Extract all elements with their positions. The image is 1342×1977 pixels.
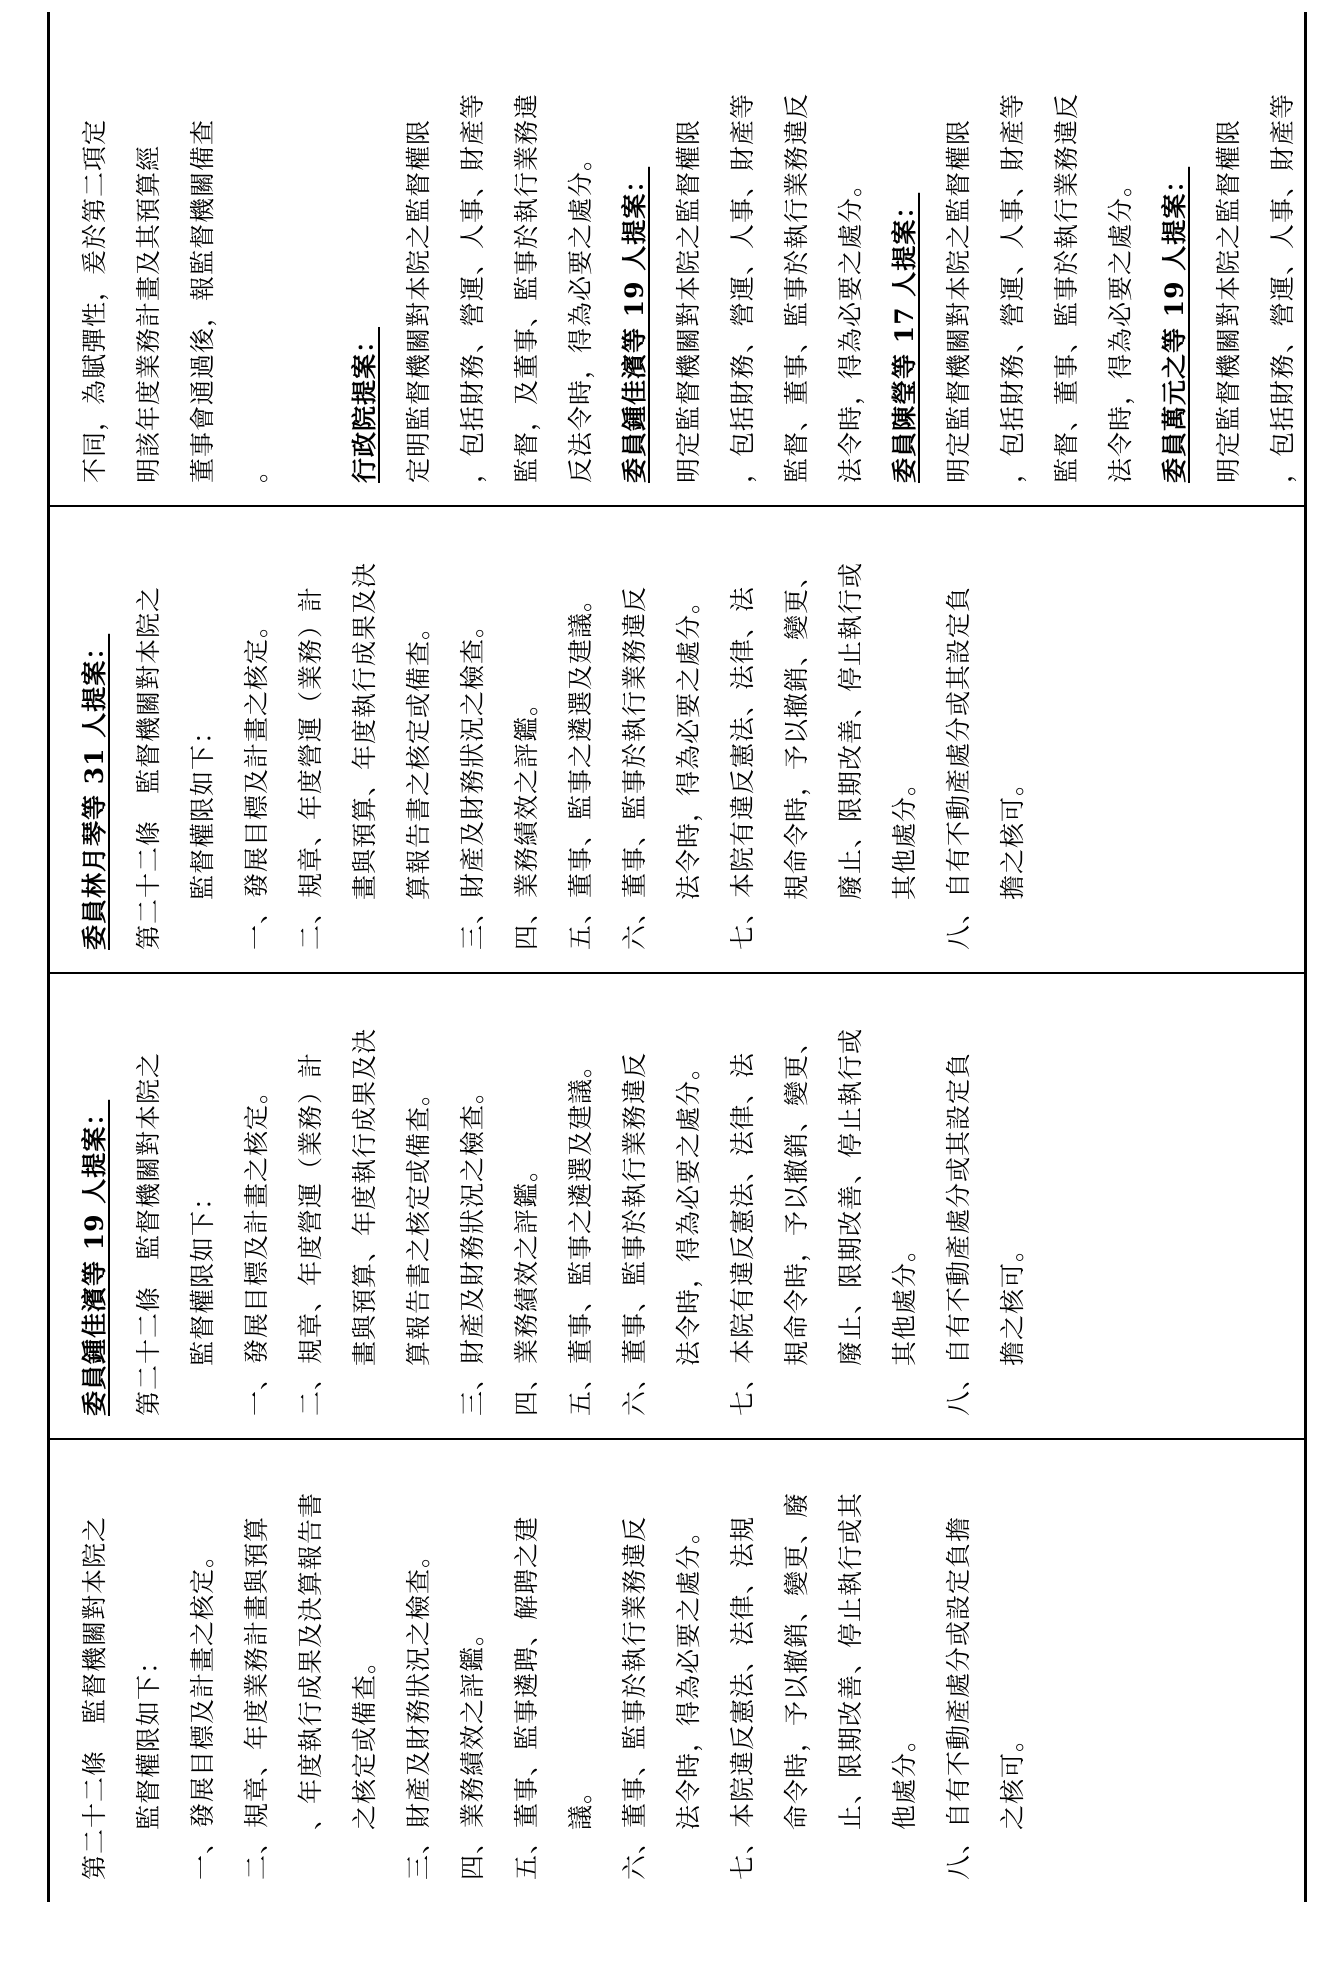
text-line: 命令時，予以撤銷、變更、廢: [782, 1491, 811, 1830]
text-line: 二、規章、年度營運（業務）計: [296, 585, 325, 950]
text-line: 一、發展目標及計畫之核定。: [242, 1077, 271, 1416]
text-line: 八、自有不動產處分或其設定負: [944, 585, 973, 950]
text-line: 八、自有不動產處分或設定負擔: [944, 1515, 973, 1880]
text-line: 其他處分。: [890, 769, 919, 900]
text-line: 監督權限如下：: [134, 1647, 163, 1830]
text-line: ，包括財務、營運、人事、財產等: [1268, 92, 1297, 483]
proposal-heading: 委員鍾佳濱等 19 人提案：: [80, 1099, 109, 1416]
text-line: 監督，及董事、監事於執行業務違: [512, 92, 541, 483]
text-line: 規命令時，予以撤銷、變更、: [782, 1027, 811, 1366]
text-line: 法令時，得為必要之處分。: [674, 1053, 703, 1366]
text-line: 一、發展目標及計畫之核定。: [242, 611, 271, 950]
text-line: 五、董事、監事之遴選及建議。: [566, 585, 595, 950]
proposal-heading: 行政院提案：: [350, 326, 379, 483]
text-line: 監督、董事、監事於執行業務違反: [782, 92, 811, 483]
text-line: 二、規章、年度業務計畫與預算: [242, 1515, 271, 1880]
text-line: 之核可。: [998, 1725, 1027, 1830]
text-line: ，包括財務、營運、人事、財產等: [728, 92, 757, 483]
text-line: 、年度執行成果及決算報告書: [296, 1491, 325, 1830]
text-line: 明該年度業務計畫及其預算經: [134, 144, 163, 483]
text-line: 算報告書之核定或備查。: [404, 613, 433, 900]
text-line: 他處分。: [890, 1725, 919, 1830]
proposal-heading: 委員鍾佳濱等 19 人提案：: [620, 166, 649, 483]
text-line: 四、業務績效之評鑑。: [512, 1155, 541, 1416]
text-line: ，包括財務、營運、人事、財產等: [458, 92, 487, 483]
text-line: 擔之核可。: [998, 769, 1027, 900]
text-line: 不同，為賦彈性，爰於第二項定: [80, 118, 109, 483]
column-explanation: [50, 12, 1304, 505]
text-line: 第二十二條 監督機關對本院之: [134, 1051, 163, 1416]
text-line: 畫與預算、年度執行成果及決: [350, 1027, 379, 1366]
text-line: 四、業務績效之評鑑。: [512, 689, 541, 950]
proposal-heading: 委員林月琴等 31 人提案：: [80, 633, 109, 950]
text-line: 法令時，得為必要之處分。: [836, 170, 865, 483]
text-line: 明定監督機關對本院之監督權限: [674, 118, 703, 483]
text-line: 止、限期改善、停止執行或其: [836, 1491, 865, 1830]
text-line: 三、財產及財務狀況之檢查。: [458, 611, 487, 950]
text-line: 擔之核可。: [998, 1235, 1027, 1366]
text-line: 法令時，得為必要之處分。: [674, 587, 703, 900]
text-line: 第二十二條 監督機關對本院之: [80, 1515, 109, 1880]
text-line: 六、董事、監事於執行業務違反: [620, 1515, 649, 1880]
text-line: 七、本院有違反憲法、法律、法: [728, 585, 757, 950]
text-line: 董事會通過後，報監督機關備查: [188, 118, 217, 483]
column-current-law: [50, 1440, 1304, 1902]
text-line: 第二十二條 監督機關對本院之: [134, 585, 163, 950]
text-line: 三、財產及財務狀況之檢查。: [404, 1541, 433, 1880]
column-proposal-lin: [50, 507, 1304, 972]
text-line: 算報告書之核定或備查。: [404, 1079, 433, 1366]
text-line: 定明監督機關對本院之監督權限: [404, 118, 433, 483]
text-line: 廢止、限期改善、停止執行或: [836, 1027, 865, 1366]
text-line: 議。: [566, 1777, 595, 1830]
text-line: 監督、董事、監事於執行業務違反: [1052, 92, 1081, 483]
text-line: 七、本院違反憲法、法律、法規: [728, 1515, 757, 1880]
text-line: 。: [242, 456, 271, 483]
text-line: 明定監督機關對本院之監督權限: [1214, 118, 1243, 483]
text-line: 五、董事、監事之遴選及建議。: [566, 1051, 595, 1416]
proposal-heading: 委員萬元之等 19 人提案：: [1160, 166, 1189, 483]
text-line: 七、本院有違反憲法、法律、法: [728, 1051, 757, 1416]
text-line: 畫與預算、年度執行成果及決: [350, 561, 379, 900]
proposal-heading: 委員陳瑩等 17 人提案：: [890, 192, 919, 483]
text-line: 反法令時，得為必要之處分。: [566, 144, 595, 483]
text-line: 二、規章、年度營運（業務）計: [296, 1051, 325, 1416]
text-line: 監督權限如下：: [188, 1183, 217, 1366]
text-line: 監督權限如下：: [188, 717, 217, 900]
text-line: 四、業務績效之評鑑。: [458, 1619, 487, 1880]
text-line: [284, 12, 338, 483]
text-line: 八、自有不動產處分或其設定負: [944, 1051, 973, 1416]
text-line: 三、財產及財務狀況之檢查。: [458, 1077, 487, 1416]
text-line: ，包括財務、營運、人事、財產等: [998, 92, 1027, 483]
text-line: 六、董事、監事於執行業務違反: [620, 1051, 649, 1416]
text-line: 廢止、限期改善、停止執行或: [836, 561, 865, 900]
text-line: 規命令時，予以撤銷、變更、: [782, 561, 811, 900]
text-line: 其他處分。: [890, 1235, 919, 1366]
text-line: 之核定或備查。: [350, 1647, 379, 1830]
column-proposal-chung: [50, 974, 1304, 1438]
text-line: 法令時，得為必要之處分。: [674, 1517, 703, 1830]
text-line: 六、董事、監事於執行業務違反: [620, 585, 649, 950]
text-line: 一、發展目標及計畫之核定。: [188, 1541, 217, 1880]
text-line: 明定監督機關對本院之監督權限: [944, 118, 973, 483]
text-line: 五、董事、監事遴聘、解聘之建: [512, 1515, 541, 1880]
text-line: 法令時，得為必要之處分。: [1106, 170, 1135, 483]
